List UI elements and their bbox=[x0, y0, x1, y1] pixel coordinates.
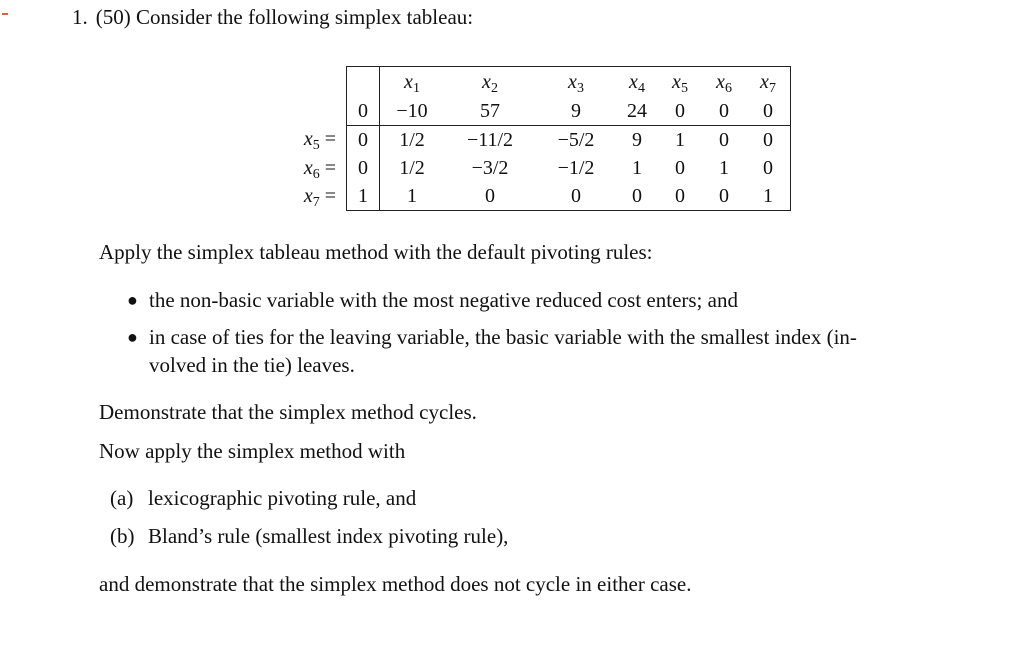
row-label-x5: $x_5$ = bbox=[303, 128, 336, 154]
tableau-cell: 0 bbox=[719, 128, 729, 151]
row-label-x7: $x_7$ = bbox=[303, 184, 336, 210]
cost-cell: 9 bbox=[536, 97, 616, 126]
question-number: 1. bbox=[72, 5, 88, 29]
tableau-cell: 0 bbox=[675, 156, 685, 179]
column-header-x7: $x_7$ bbox=[746, 67, 791, 98]
simplex-tableau bbox=[268, 66, 791, 211]
question-heading bbox=[72, 4, 473, 30]
cost-cell: −10 bbox=[380, 97, 445, 126]
tableau-cell: 0 bbox=[444, 182, 536, 211]
tableau-cell: 1 bbox=[746, 182, 791, 211]
margin-mark bbox=[2, 13, 8, 15]
tableau-row-x6 bbox=[268, 154, 791, 182]
column-header-x1: $x_1$ bbox=[380, 67, 445, 98]
row-rhs: 0 bbox=[347, 126, 380, 155]
row-rhs: 1 bbox=[347, 182, 380, 211]
tableau-cell: 1 bbox=[719, 156, 729, 179]
column-header-x2: $x_2$ bbox=[444, 67, 536, 98]
row-rhs: 0 bbox=[347, 154, 380, 182]
tableau-cell: 1 bbox=[632, 156, 642, 179]
tableau-cell: 0 bbox=[658, 182, 702, 211]
tableau-row-x7 bbox=[268, 182, 791, 211]
tableau-header-row bbox=[268, 67, 791, 98]
option-b bbox=[110, 522, 508, 550]
tableau-cell: 0 bbox=[536, 182, 616, 211]
bullet-icon: ● bbox=[127, 290, 138, 310]
column-header-x6: $x_6$ bbox=[702, 67, 746, 98]
tableau-cell: 9 bbox=[632, 128, 642, 151]
tableau-cell: 0 bbox=[746, 154, 791, 182]
cost-cell: 0 bbox=[746, 97, 791, 126]
cost-row-rhs: 0 bbox=[347, 97, 380, 126]
tableau-cell: −5/2 bbox=[557, 128, 595, 151]
column-header-x3: $x_3$ bbox=[536, 67, 616, 98]
now-apply: Now apply the simplex method with bbox=[99, 439, 406, 463]
column-header-x5: $x_5$ bbox=[658, 67, 702, 98]
apply-intro: Apply the simplex tableau method with the default pivoting rules: bbox=[99, 240, 653, 264]
option-label: (b) bbox=[110, 524, 135, 548]
tableau-cell: 1/2 bbox=[399, 128, 425, 151]
tableau-cell: −1/2 bbox=[557, 156, 595, 179]
cost-cell: 57 bbox=[444, 97, 536, 126]
tableau-cell: 1 bbox=[675, 128, 685, 151]
bullet-text-line-1: in case of ties for the leaving variable, the basic variable with the smallest index (in- bbox=[149, 325, 857, 349]
option-label: (a) bbox=[110, 486, 134, 510]
conclusion: and demonstrate that the simplex method does not cycle in either case. bbox=[99, 572, 692, 596]
cost-cell: 24 bbox=[616, 97, 658, 126]
bullet-text-line-2: volved in the tie) leaves. bbox=[149, 353, 355, 377]
column-header-x4: $x_4$ bbox=[616, 67, 658, 98]
tableau-cell: 0 bbox=[616, 182, 658, 211]
tableau-cell: 1 bbox=[380, 182, 445, 211]
demonstrate-cycles: Demonstrate that the simplex method cycles. bbox=[99, 400, 477, 424]
tableau-row-x5 bbox=[268, 126, 791, 155]
question-text: (50) Consider the following simplex tableau: bbox=[95, 5, 474, 29]
tableau-cell: 0 bbox=[702, 182, 746, 211]
bullet-text: the non-basic variable with the most negative reduced cost enters; and bbox=[149, 288, 738, 312]
tableau-cell: 1/2 bbox=[399, 156, 425, 179]
tableau-cell: 0 bbox=[746, 126, 791, 155]
option-text: lexicographic pivoting rule, and bbox=[148, 486, 417, 510]
bullet-icon: ● bbox=[127, 327, 138, 347]
cost-cell: 0 bbox=[702, 97, 746, 126]
option-text: Bland’s rule (smallest index pivoting rule), bbox=[148, 524, 509, 548]
cost-cell: 0 bbox=[658, 97, 702, 126]
row-label-x6: $x_6$ = bbox=[303, 156, 336, 182]
tableau-cost-row bbox=[268, 97, 791, 126]
tableau-cell: −3/2 bbox=[471, 156, 509, 179]
tableau-cell: −11/2 bbox=[466, 128, 514, 151]
option-a bbox=[110, 484, 416, 512]
